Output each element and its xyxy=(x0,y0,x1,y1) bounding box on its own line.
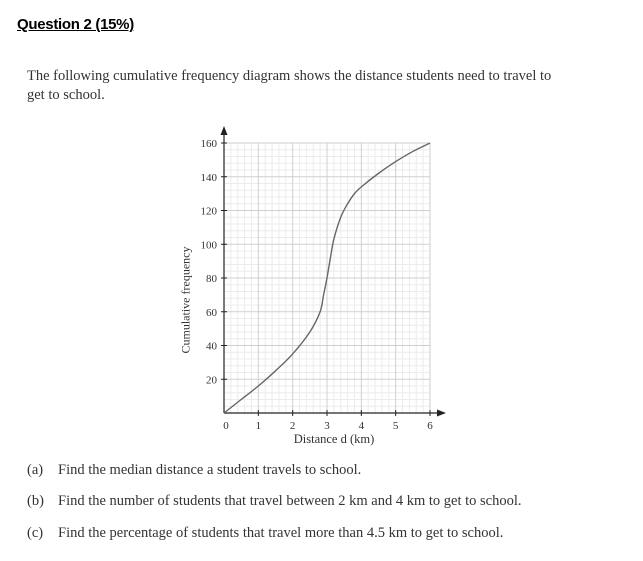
question-heading: Question 2 (15%) xyxy=(17,16,134,33)
intro-line-1: The following cumulative frequency diagram shows the distance students need to travel to xyxy=(27,68,552,84)
x-tick-label: 4 xyxy=(358,420,365,432)
y-tick-label: 40 xyxy=(206,340,217,353)
y-axis-label: Cumulative frequency xyxy=(178,246,193,354)
question-c-text: Find the percentage of students that travel more than 4.5 km to get to school. xyxy=(58,525,504,541)
x-tick-label: 2 xyxy=(289,420,296,432)
x-tick-label: 0 xyxy=(223,420,229,432)
y-tick-label: 120 xyxy=(200,205,217,218)
x-tick-label: 1 xyxy=(255,420,262,432)
y-tick-label: 80 xyxy=(206,273,217,285)
question-b-label: (b) xyxy=(27,493,44,509)
question-a-label: (a) xyxy=(27,462,44,478)
intro-line-2: get to school. xyxy=(27,87,105,103)
x-tick-label: 5 xyxy=(392,420,399,432)
question-b-text: Find the number of students that travel between 2 km and 4 km to get to school. xyxy=(58,493,522,509)
x-axis-arrow xyxy=(437,410,446,417)
y-tick-label: 100 xyxy=(200,239,217,252)
y-tick-label: 160 xyxy=(200,138,217,150)
x-axis-label xyxy=(294,432,375,447)
question-a xyxy=(27,462,361,479)
y-axis-arrow xyxy=(221,126,228,135)
question-b xyxy=(27,493,522,510)
x-tick-label: 6 xyxy=(427,420,433,432)
y-tick-label: 20 xyxy=(206,374,217,387)
y-tick-label: 140 xyxy=(200,171,217,184)
question-c-label: (c) xyxy=(27,525,44,541)
y-tick-label: 60 xyxy=(206,306,217,319)
question-c xyxy=(27,525,503,542)
x-tick-label: 3 xyxy=(324,420,330,432)
question-a-text: Find the median distance a student travels to school. xyxy=(58,462,362,478)
x-axis-label-text: Distance d (km) xyxy=(293,432,375,446)
